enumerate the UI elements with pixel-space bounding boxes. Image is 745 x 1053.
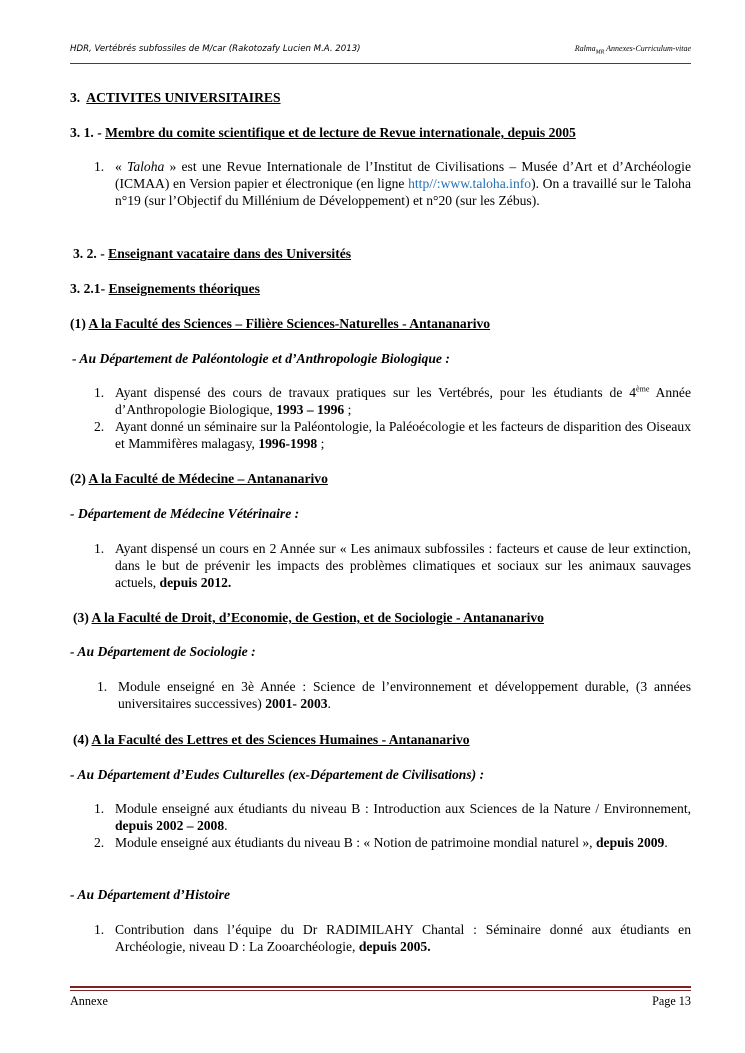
item-date: depuis 2002 – 2008: [115, 818, 225, 833]
item-text: .: [664, 835, 668, 850]
faculty-title: A la Faculté des Sciences – Filière Sciences-Naturelles - Antananarivo: [88, 316, 491, 331]
superscript: ème: [636, 384, 650, 394]
header-title: HDR, Vertébrés subfossiles de M/car (Rakotozafy Lucien M.A. 2013): [70, 44, 361, 54]
header-author: Ralma: [574, 44, 596, 53]
item-text: ). On a travaillé sur le Taloha n°19 (sur l’Objectif du Millénium de Développement) et n°20 (sur les Zébus).: [115, 176, 691, 208]
page-number: Page 13: [652, 994, 691, 1008]
section-heading-3: [70, 89, 691, 106]
faculty-number: (2): [70, 471, 89, 486]
item-text: Ayant dispensé un cours en 2 Année sur « Les animaux subfossiles : facteurs et cause de leur extinction, dans le but de prévenir les impacts des problèmes climatiques et sociaux sur les animaux sauvages actuels,: [115, 541, 691, 590]
header-divider: [70, 63, 691, 64]
item-date: 2001- 2003: [265, 696, 328, 711]
item-date: 1993 – 1996: [276, 402, 345, 417]
item-text: Ayant dispensé des cours de travaux pratiques sur les Vertébrés, pour les étudiants de 4: [115, 385, 637, 400]
faculty-heading-2: [70, 470, 691, 487]
subsection-title: Enseignant vacataire dans des Universités: [108, 246, 352, 261]
item-text: .: [224, 818, 228, 833]
taloha-link[interactable]: http//:www.taloha.info: [408, 176, 532, 191]
list-number: 2.: [94, 835, 105, 850]
list-item: [94, 384, 691, 418]
journal-name: Taloha: [127, 159, 165, 174]
item-text: Module enseigné aux étudiants du niveau B : Introduction aux Sciences de la Nature / Environnement,: [115, 801, 691, 816]
header-section: [575, 44, 691, 56]
faculty-heading-3: [73, 609, 694, 626]
department-heading: - Au Département d’Eudes Culturelles (ex-Département de Civilisations) :: [70, 767, 485, 782]
item-date: depuis 2012.: [159, 575, 232, 590]
header-author-sub: MR: [595, 49, 605, 56]
item-text: Ayant donné un séminaire sur la Paléontologie, la Paléoécologie et les facteurs de disparition des Oiseaux et Mammifères malagasy,: [115, 419, 691, 451]
department-heading: - Au Département de Paléontologie et d’Anthropologie Biologique :: [72, 351, 450, 366]
item-text: «: [115, 159, 128, 174]
item-date: depuis 2009: [595, 835, 665, 850]
list-number: 1.: [94, 922, 105, 937]
list-item: [94, 834, 691, 851]
item-text: ;: [344, 402, 352, 417]
list-item: [94, 158, 691, 209]
list-number: 1.: [94, 385, 105, 400]
item-text: » est une Revue Internationale de l’Institut de Civilisations – Musée d’Art et d’Archéologie (ICMAA) en Version papier et électronique (en ligne: [115, 159, 691, 191]
item-text: Contribution dans l’équipe du Dr RADIMILAHY Chantal : Séminaire donné aux étudiants en Archéologie, niveau D : La Zooarchéologie,: [115, 922, 691, 954]
footer-divider: [70, 986, 691, 988]
subsection-title: Enseignements théoriques: [108, 281, 260, 296]
faculty-number: (4): [73, 732, 92, 747]
subsection-number: 3. 2.1-: [70, 281, 109, 296]
section-number: 3.: [70, 90, 81, 105]
department-heading: - Au Département d’Histoire: [70, 887, 230, 902]
item-text: Module enseigné aux étudiants du niveau B : « Notion de patrimoine mondial naturel »,: [115, 835, 596, 850]
list-item: [94, 418, 691, 452]
subsection-heading-3-1: [70, 124, 691, 141]
header-section-name: Annexes-Curriculum-vitae: [604, 44, 691, 53]
footer-label: Annexe: [70, 994, 108, 1008]
footer-divider-thin: [70, 990, 691, 991]
list-item: [94, 800, 691, 834]
subsection-number: 3. 1. -: [70, 125, 106, 140]
item-text: .: [327, 696, 331, 711]
item-text: Module enseigné en 3è Année : Science de l’environnement et développement durable, (3 années universitaires successives): [118, 679, 691, 711]
subsection-title: Membre du comite scientifique et de lecture de Revue internationale, depuis 2005: [105, 125, 576, 140]
list-item: [94, 540, 691, 591]
item-text: Année d’Anthropologie Biologique,: [115, 385, 691, 417]
department-heading: - Département de Médecine Vétérinaire :: [70, 506, 300, 521]
list-number: 1.: [94, 801, 105, 816]
faculty-number: (3): [73, 610, 92, 625]
subsection-number: 3. 2. -: [73, 246, 109, 261]
faculty-heading-4: [73, 731, 694, 748]
faculty-number: (1): [70, 316, 89, 331]
section-title: ACTIVITES UNIVERSITAIRES: [86, 90, 281, 105]
list-number: 1.: [94, 541, 105, 556]
faculty-title: A la Faculté des Lettres et des Sciences Humaines - Antananarivo: [91, 732, 470, 747]
department-heading: - Au Département de Sociologie :: [70, 644, 256, 659]
list-number: 1.: [94, 159, 105, 174]
faculty-title: A la Faculté de Droit, d’Economie, de Gestion, et de Sociologie - Antananarivo: [91, 610, 544, 625]
list-item: [94, 921, 691, 955]
subsection-heading-3-2: [73, 245, 694, 262]
subsection-heading-3-2-1: [70, 280, 691, 297]
faculty-heading-1: [70, 315, 691, 332]
item-date: depuis 2005.: [358, 939, 431, 954]
list-number: 1.: [97, 679, 108, 694]
list-item: [97, 678, 691, 712]
list-number: 2.: [94, 419, 105, 434]
item-text: ;: [317, 436, 325, 451]
faculty-title: A la Faculté de Médecine – Antananarivo: [88, 471, 328, 486]
item-date: 1996-1998: [258, 436, 318, 451]
